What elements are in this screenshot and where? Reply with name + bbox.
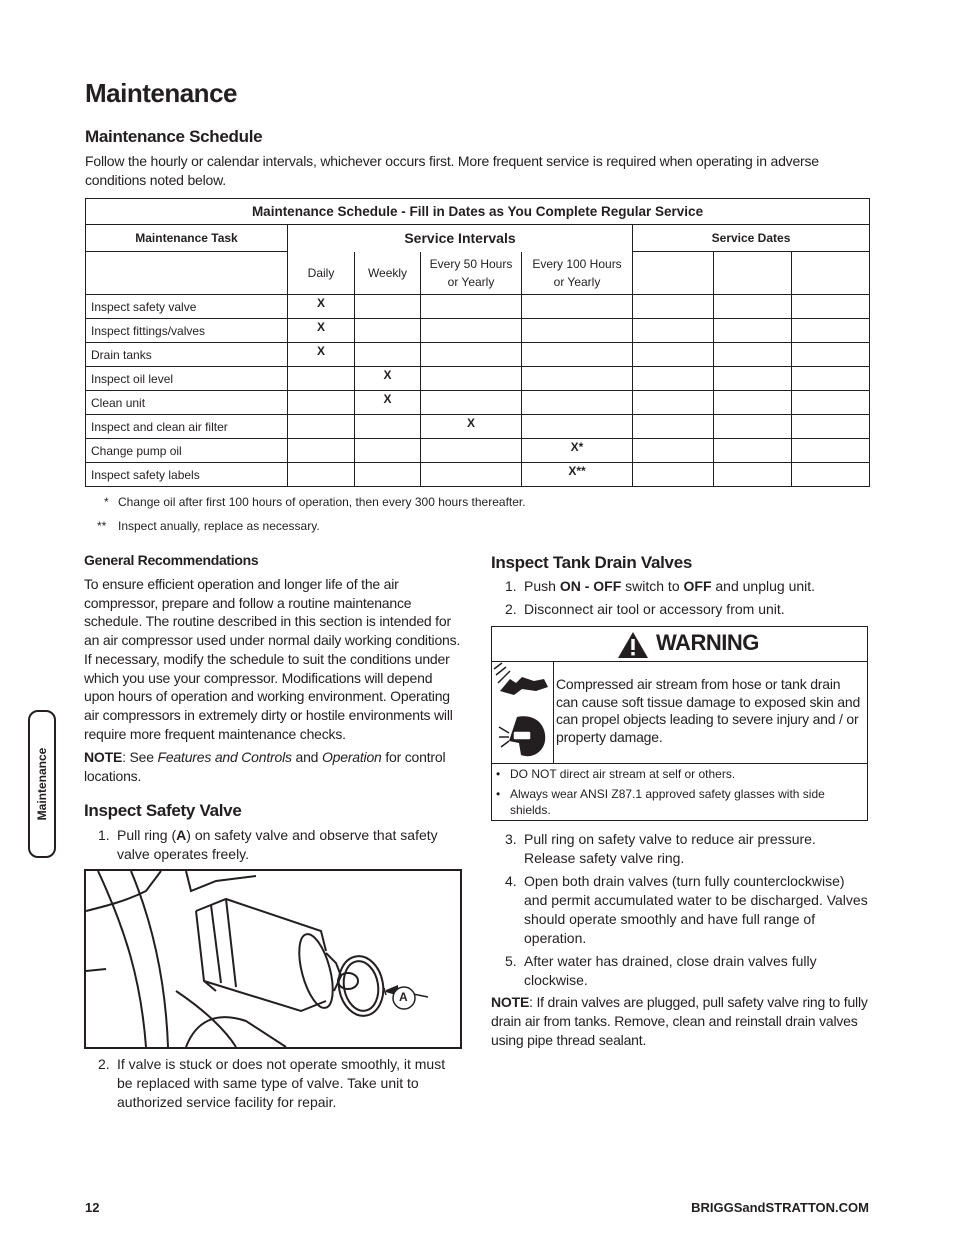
service-date-cell[interactable] <box>792 367 870 391</box>
general-recommendations-heading: General Recommendations <box>84 552 259 568</box>
table-row <box>86 367 870 391</box>
table-row <box>86 343 870 367</box>
footnote-1-mark: * <box>104 495 109 509</box>
note-mid: and <box>291 749 322 765</box>
table-title: Maintenance Schedule - Fill in Dates as You Complete Regular Service <box>86 199 870 225</box>
list-item: • DO NOT direct air stream at self or others. <box>496 766 861 782</box>
footnote-1: Change oil after first 100 hours of operation, then every 300 hours thereafter. <box>118 495 526 509</box>
drain-steps-1 <box>491 577 871 623</box>
list-item <box>491 830 871 868</box>
service-date-cell[interactable] <box>714 343 792 367</box>
daily-cell: X <box>288 295 355 319</box>
service-date-cell[interactable] <box>792 319 870 343</box>
step-number: 2. <box>505 601 517 617</box>
service-date-cell[interactable] <box>714 415 792 439</box>
service-date-cell[interactable] <box>633 391 714 415</box>
table-row <box>86 463 870 487</box>
h100-cell <box>522 343 633 367</box>
service-date-cell[interactable] <box>633 319 714 343</box>
step1-post: ) on safety valve and observe that safety valve operates freely. <box>117 827 438 862</box>
weekly-cell <box>355 295 421 319</box>
service-date-cell[interactable] <box>633 343 714 367</box>
list-item: • Always wear ANSI Z87.1 approved safety glasses with side shields. <box>496 786 861 818</box>
list-item <box>491 577 871 596</box>
service-date-cell[interactable] <box>792 343 870 367</box>
service-date-cell <box>633 252 714 295</box>
service-date-cell[interactable] <box>714 439 792 463</box>
service-date-cell[interactable] <box>633 415 714 439</box>
note-post: for control locations. <box>84 749 446 784</box>
interval-daily: Daily <box>288 252 355 295</box>
footnote-2: Inspect anually, replace as necessary. <box>118 519 320 533</box>
warning-text: Compressed air stream from hose or tank drain can cause soft tissue damage to exposed skin and can propel objects leading to severe injury and / or property damage. <box>556 676 861 745</box>
step-number: 4. <box>505 873 517 889</box>
weekly-cell: X <box>355 367 421 391</box>
h100-cell: X* <box>522 439 633 463</box>
task-cell: Inspect safety labels <box>86 463 288 487</box>
interval-100-line2: or Yearly <box>553 274 601 289</box>
h100-cell: X** <box>522 463 633 487</box>
interval-50-line2: or Yearly <box>447 274 495 289</box>
step-number: 1. <box>98 827 110 843</box>
maintenance-schedule-table <box>85 198 870 487</box>
note-label: NOTE <box>491 994 530 1010</box>
list-item <box>84 1055 464 1112</box>
step1-bold-on-off: ON - OFF <box>559 578 622 594</box>
table-row <box>86 439 870 463</box>
list-item <box>491 600 871 619</box>
divider <box>492 763 867 764</box>
note-ref-operation: Operation <box>321 749 382 765</box>
daily-cell <box>288 391 355 415</box>
note-ref-features: Features and Controls <box>157 749 292 765</box>
h50-cell <box>421 439 522 463</box>
service-date-cell[interactable] <box>633 367 714 391</box>
service-date-cell[interactable] <box>714 319 792 343</box>
warning-bullets <box>496 766 861 822</box>
list-item <box>491 952 871 990</box>
service-date-cell[interactable] <box>633 439 714 463</box>
page-title: Maintenance <box>85 78 237 108</box>
weekly-cell <box>355 415 421 439</box>
h100-cell <box>522 319 633 343</box>
task-cell: Inspect and clean air filter <box>86 415 288 439</box>
service-date-cell[interactable] <box>792 295 870 319</box>
blank-header-cell <box>86 252 288 295</box>
step1-bold: A <box>176 827 187 843</box>
daily-cell <box>288 367 355 391</box>
step1-pre: Pull ring ( <box>117 827 177 843</box>
h100-cell <box>522 367 633 391</box>
step1-pre: Push <box>524 578 560 594</box>
h100-cell <box>522 415 633 439</box>
service-date-cell[interactable] <box>714 295 792 319</box>
step-number: 2. <box>98 1056 110 1072</box>
interval-50-line1: Every 50 Hours <box>429 256 513 271</box>
footnote-2-mark: ** <box>97 519 107 533</box>
list-item <box>491 872 871 948</box>
service-date-cell[interactable] <box>792 391 870 415</box>
general-recommendations-body: To ensure efficient operation and longer life of the air compressor, prepare and follow a routine maintenance schedule. The routine described in this section is intended for an air compressor used under normal daily working conditions. If necessary, modify the schedule to suit the conditions under which you use your compressor. Modifications will depend upon hours of operation and working environment. Operating air compressors in extremely dirty or hostile environments will require more frequent maintenance checks. <box>84 576 461 742</box>
interval-100-hours <box>522 252 633 295</box>
weekly-cell: X <box>355 391 421 415</box>
weekly-cell <box>355 439 421 463</box>
inspect-tank-drain-valves-heading: Inspect Tank Drain Valves <box>491 553 692 572</box>
weekly-cell <box>355 463 421 487</box>
h50-cell: X <box>421 415 522 439</box>
drain-steps-2 <box>491 830 871 994</box>
step-number: 1. <box>505 578 517 594</box>
task-cell: Inspect oil level <box>86 367 288 391</box>
daily-cell <box>288 463 355 487</box>
task-cell: Inspect safety valve <box>86 295 288 319</box>
warning-header <box>492 627 867 662</box>
step1-mid: switch to <box>621 578 684 594</box>
weekly-cell <box>355 343 421 367</box>
h50-cell <box>421 319 522 343</box>
figure-callout-a: A <box>399 990 408 1004</box>
task-cell: Drain tanks <box>86 343 288 367</box>
warning-icons <box>492 661 554 763</box>
interval-50-hours <box>421 252 522 295</box>
task-cell: Inspect fittings/valves <box>86 319 288 343</box>
daily-cell: X <box>288 343 355 367</box>
step-number: 3. <box>505 831 517 847</box>
daily-cell <box>288 415 355 439</box>
step3-text: Pull ring on safety valve to reduce air pressure. Release safety valve ring. <box>524 831 816 866</box>
h50-cell <box>421 391 522 415</box>
schedule-intro: Follow the hourly or calendar intervals, whichever occurs first. More frequent service is required when operating in adverse conditions noted below. <box>85 153 819 188</box>
service-date-cell <box>792 252 870 295</box>
h100-cell <box>522 295 633 319</box>
safety-valve-figure <box>84 869 462 1049</box>
service-date-cell[interactable] <box>792 415 870 439</box>
h50-cell <box>421 295 522 319</box>
col-dates-header: Service Dates <box>633 225 870 252</box>
maintenance-schedule-heading: Maintenance Schedule <box>85 127 263 146</box>
note-body: : If drain valves are plugged, pull safety valve ring to fully drain air from tanks. Remove, clean and reinstall drain valves using pipe thread sealant. <box>491 994 868 1048</box>
step1-post: and unplug unit. <box>711 578 816 594</box>
drain-note <box>491 993 871 1050</box>
service-date-cell[interactable] <box>714 367 792 391</box>
note-label: NOTE <box>84 749 123 765</box>
step2-text: Disconnect air tool or accessory from unit. <box>524 601 785 617</box>
safety-valve-steps-2 <box>84 1055 464 1116</box>
service-date-cell[interactable] <box>792 439 870 463</box>
safety-valve-steps-1 <box>84 826 464 868</box>
website-link[interactable]: BRIGGSandSTRATTON.COM <box>691 1200 869 1215</box>
step5-text: After water has drained, close drain valves fully clockwise. <box>524 953 817 988</box>
h100-cell <box>522 391 633 415</box>
daily-cell <box>288 439 355 463</box>
service-date-cell[interactable] <box>633 463 714 487</box>
service-date-cell[interactable] <box>714 391 792 415</box>
safety-glasses-icon <box>497 713 549 759</box>
page-number: 12 <box>85 1200 100 1215</box>
weekly-cell <box>355 319 421 343</box>
step2-text: If valve is stuck or does not operate smoothly, it must be replaced with same type of valve. Take unit to authorized service facility for repair. <box>117 1056 446 1110</box>
note-pre: : See <box>122 749 158 765</box>
h50-cell <box>421 463 522 487</box>
warning-box <box>491 626 868 821</box>
interval-100-line1: Every 100 Hours <box>532 256 622 271</box>
table-row <box>86 415 870 439</box>
inspect-safety-valve-heading: Inspect Safety Valve <box>84 801 242 820</box>
h50-cell <box>421 343 522 367</box>
service-date-cell[interactable] <box>792 463 870 487</box>
warning-triangle-icon <box>617 631 649 659</box>
step1-bold-off: OFF <box>683 578 712 594</box>
list-item <box>84 826 464 864</box>
table-row <box>86 295 870 319</box>
service-date-cell[interactable] <box>714 463 792 487</box>
daily-cell: X <box>288 319 355 343</box>
table-row <box>86 391 870 415</box>
interval-weekly: Weekly <box>355 252 421 295</box>
side-tab[interactable] <box>28 710 56 858</box>
service-date-cell <box>714 252 792 295</box>
col-task-header: Maintenance Task <box>86 225 288 252</box>
step4-text: Open both drain valves (turn fully counterclockwise) and permit accumulated water to be discharged. Valves should operate smoothly and have full range of operation. <box>524 873 868 946</box>
side-tab-label: Maintenance <box>35 747 49 821</box>
col-intervals-header: Service Intervals <box>288 225 633 252</box>
task-cell: Change pump oil <box>86 439 288 463</box>
service-date-cell[interactable] <box>633 295 714 319</box>
task-cell: Clean unit <box>86 391 288 415</box>
warning-title: WARNING <box>656 630 759 655</box>
step-number: 5. <box>505 953 517 969</box>
general-note <box>84 748 466 786</box>
safety-valve-illustration <box>86 871 460 1047</box>
h50-cell <box>421 367 522 391</box>
table-row <box>86 319 870 343</box>
